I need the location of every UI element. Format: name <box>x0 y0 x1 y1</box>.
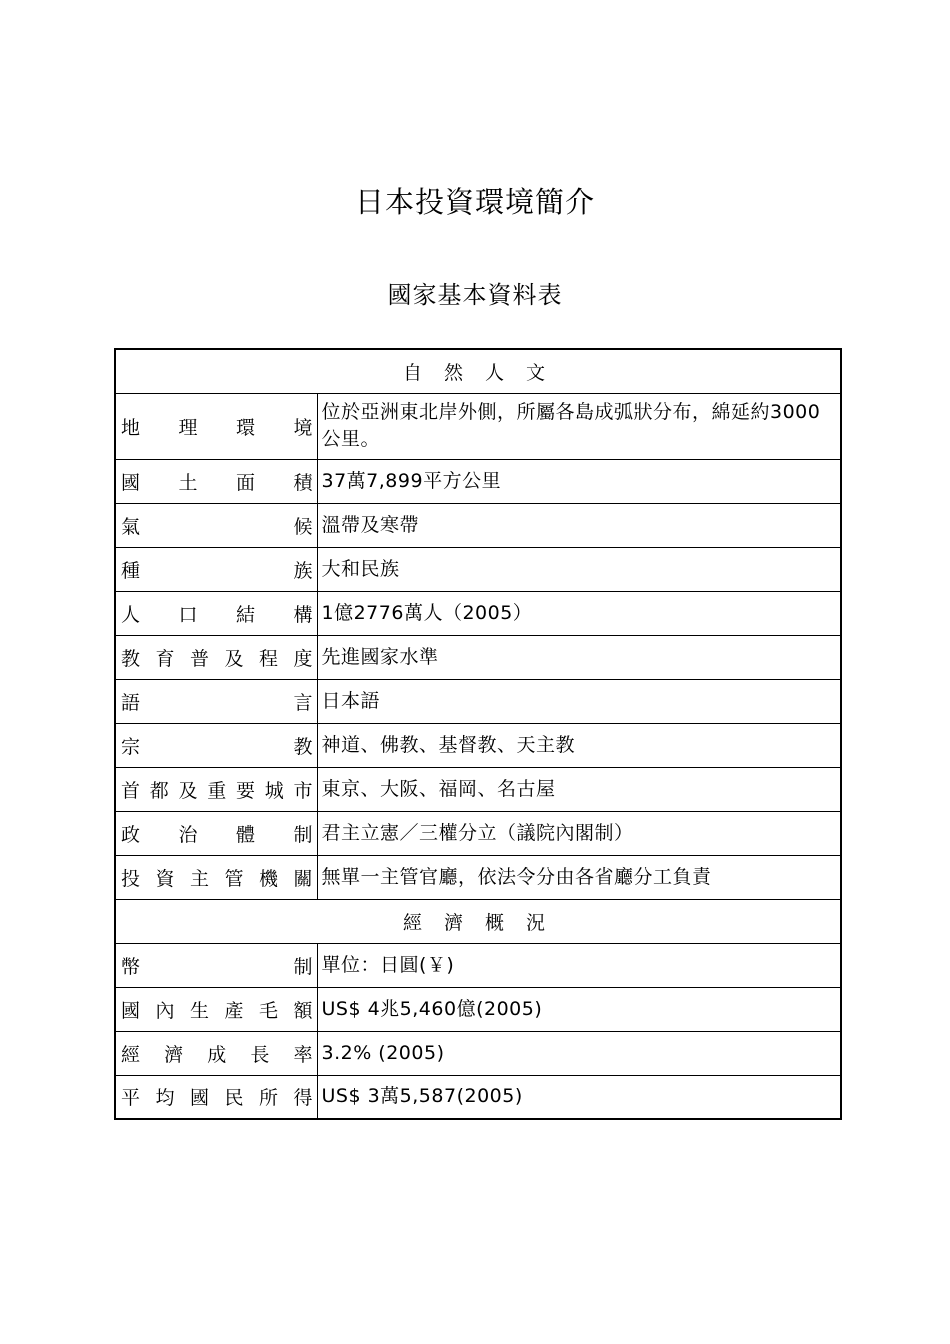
row-value: 東京、大阪、福岡、名古屋 <box>317 767 841 811</box>
row-value: 位於亞洲東北岸外側，所屬各島成弧狀分布，綿延約3000公里。 <box>317 393 841 459</box>
table-row <box>115 855 841 899</box>
row-value: 神道、佛教、基督教、天主教 <box>317 723 841 767</box>
row-value: 日本語 <box>317 679 841 723</box>
row-label: 政治體制 <box>115 811 317 855</box>
row-value: 大和民族 <box>317 547 841 591</box>
row-label: 宗教 <box>115 723 317 767</box>
row-value: US$ 3萬5,587(2005) <box>317 1075 841 1119</box>
row-label: 國內生產毛額 <box>115 987 317 1031</box>
row-value: 1億2776萬人（2005） <box>317 591 841 635</box>
table-row <box>115 635 841 679</box>
row-label: 經濟成長率 <box>115 1031 317 1075</box>
section-heading-economy: 經 濟 概 況 <box>115 899 841 943</box>
row-label: 投資主管機關 <box>115 855 317 899</box>
row-value: 先進國家水準 <box>317 635 841 679</box>
table-row <box>115 767 841 811</box>
row-label: 幣制 <box>115 943 317 987</box>
row-label: 人口結構 <box>115 591 317 635</box>
table-row <box>115 987 841 1031</box>
table-row <box>115 1075 841 1119</box>
row-value: 3.2% (2005) <box>317 1031 841 1075</box>
row-label: 氣候 <box>115 503 317 547</box>
table-row <box>115 459 841 503</box>
row-value: 單位：日圓(￥) <box>317 943 841 987</box>
row-label: 平均國民所得 <box>115 1075 317 1119</box>
row-value: 君主立憲／三權分立（議院內閣制） <box>317 811 841 855</box>
table-row <box>115 811 841 855</box>
section-header-row <box>115 349 841 393</box>
section-heading-nature: 自 然 人 文 <box>115 349 841 393</box>
row-label: 語言 <box>115 679 317 723</box>
country-info-table <box>114 348 842 1120</box>
document-title: 日本投資環境簡介 <box>354 185 595 219</box>
row-value: 溫帶及寒帶 <box>317 503 841 547</box>
table-row <box>115 723 841 767</box>
table-row <box>115 943 841 987</box>
section-header-row <box>115 899 841 943</box>
row-value: 無單一主管官廳，依法令分由各省廳分工負責 <box>317 855 841 899</box>
row-label: 首都及重要城市 <box>115 767 317 811</box>
row-label: 種族 <box>115 547 317 591</box>
row-label: 國土面積 <box>115 459 317 503</box>
table-row <box>115 503 841 547</box>
document-subtitle: 國家基本資料表 <box>387 281 563 309</box>
row-label: 地理環境 <box>115 393 317 459</box>
table-row <box>115 393 841 459</box>
row-label: 教育普及程度 <box>115 635 317 679</box>
row-value: 37萬7,899平方公里 <box>317 459 841 503</box>
table-row <box>115 591 841 635</box>
table-row <box>115 679 841 723</box>
table-row <box>115 547 841 591</box>
table-row <box>115 1031 841 1075</box>
row-value: US$ 4兆5,460億(2005) <box>317 987 841 1031</box>
